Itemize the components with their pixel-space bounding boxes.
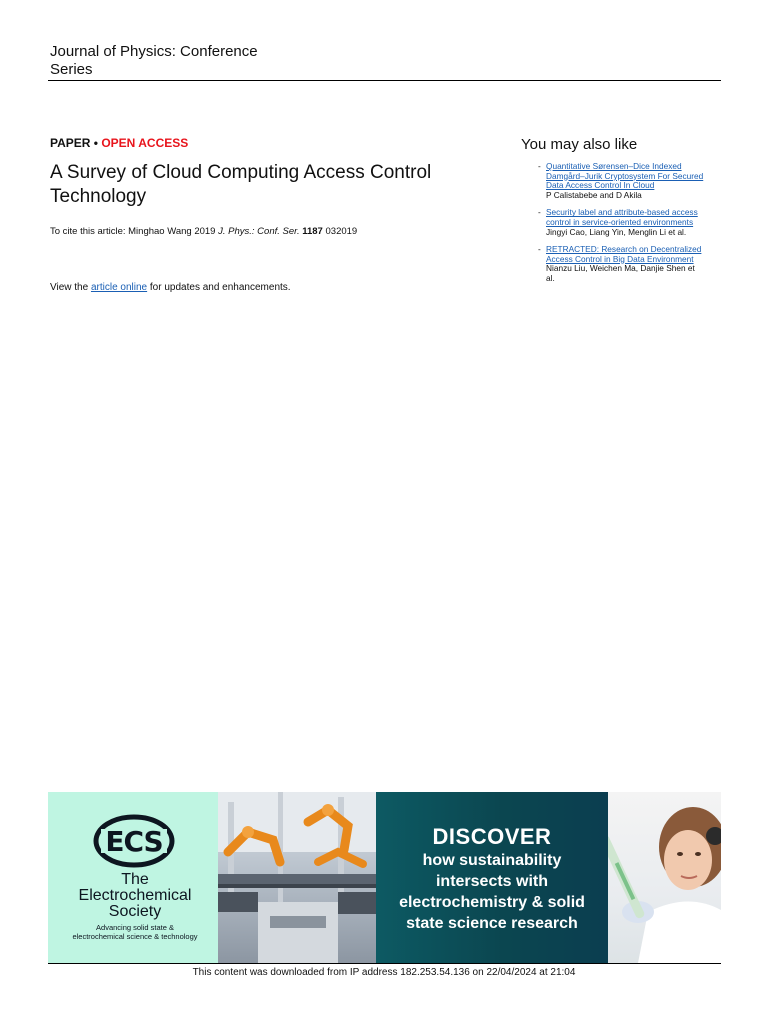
article-online-link[interactable]: article online [90,282,148,293]
citation-line [50,226,357,237]
ecs-banner-ad[interactable] [48,792,721,963]
related-item [538,208,720,237]
journal-title-line2: Series [50,61,93,78]
related-item-link[interactable] [546,161,703,190]
ecs-tagline [48,923,222,941]
cite-prefix: To cite this article: Minghao Wang 2019 [50,226,216,237]
discover-message [386,850,598,934]
related-authors-line: al. [546,272,555,283]
related-item [538,162,720,200]
related-authors-line: Nianzu Liu, Weichen Ma, Danjie Shen et [546,263,695,274]
tagline-line: Advancing solid state & [96,923,174,932]
related-list [538,162,720,292]
ecs-logo-panel [48,792,218,963]
view-prefix: View the [50,282,89,293]
society-line: Electrochemical [78,887,192,904]
related-authors [546,264,720,283]
separator-dot: • [93,136,98,150]
society-line: The [121,871,149,888]
related-title-line: Data Access Control In Cloud [546,180,655,191]
robot-factory-image [218,792,376,963]
scientist-illustration [608,792,721,963]
article-title-line2: Technology [50,186,147,207]
paper-label: PAPER [50,136,91,150]
related-title-line: RETRACTED: Research on Decentralized [546,244,702,255]
view-online-line [50,282,291,293]
download-notice: This content was downloaded from IP address 182.253.54.136 on 22/04/2024 at 21:04 [192,967,576,978]
article-title-line1: A Survey of Cloud Computing Access Control [50,162,432,183]
related-title-line: Damgård–Jurik Cryptosystem For Secured [546,170,704,181]
list-dash: - [538,244,541,255]
related-authors: Jingyi Cao, Liang Yin, Menglin Li et al. [546,226,687,237]
article-title [50,161,490,209]
list-dash: - [538,207,541,218]
ecs-logo-text: ECS [105,825,163,858]
society-line: Society [108,903,162,920]
cite-volume: 1187 [302,226,323,237]
ecs-logo-icon [93,812,175,870]
view-suffix: for updates and enhancements. [149,282,291,293]
robot-arms-illustration [218,792,376,963]
ecs-society-name [48,872,222,920]
scientist-photo [608,792,721,963]
header-divider [48,80,721,81]
tagline-line: electrochemical science & technology [72,932,198,941]
discover-heading: DISCOVER [432,824,552,849]
related-title-line: Quantitative Sørensen–Dice Indexed [546,161,682,171]
footer-divider [48,963,721,964]
discover-message-panel [376,792,608,963]
message-line: intersects with [435,873,549,890]
message-line: state science research [406,915,578,932]
cite-number: 032019 [325,226,358,237]
related-item [538,245,720,283]
cite-journal: J. Phys.: Conf. Ser. [218,226,300,237]
message-line: how sustainability [422,852,562,869]
related-title-line: Security label and attribute-based access [546,207,698,218]
related-item-link[interactable] [546,244,701,264]
related-authors: P Calistabebe and D Akila [546,189,642,200]
related-item-link[interactable] [546,207,698,227]
open-access-label: OPEN ACCESS [101,136,189,150]
list-dash: - [538,161,541,171]
paper-type-line [50,136,188,150]
message-line: electrochemistry & solid [399,894,585,911]
journal-title [50,43,310,79]
related-title-line: Access Control in Big Data Environment [546,253,694,264]
journal-title-line1: Journal of Physics: Conference [50,43,258,60]
related-title-line: control in service-oriented environments [546,216,694,227]
related-heading: You may also like [521,136,638,153]
